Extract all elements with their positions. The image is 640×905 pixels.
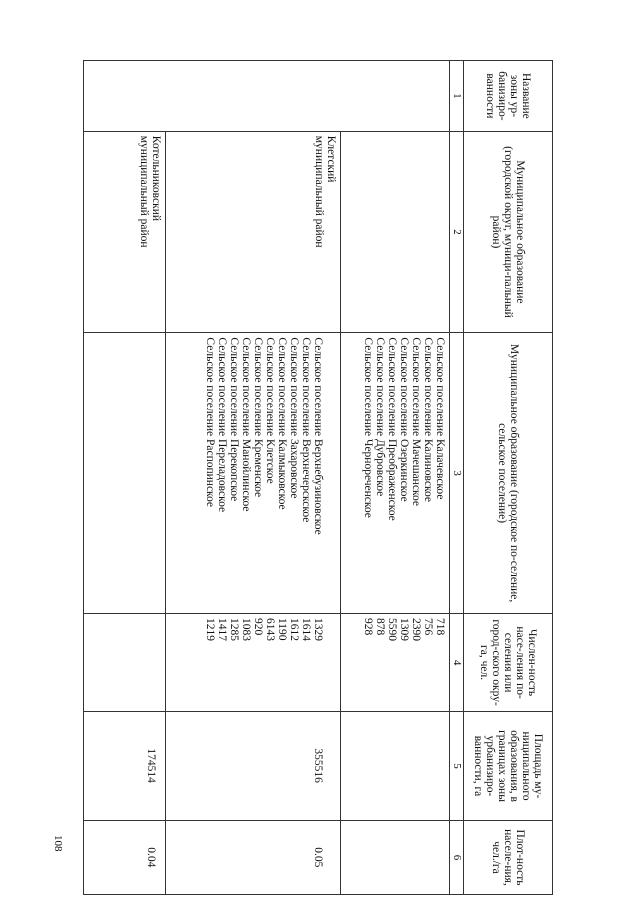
settlement-name: Сельское поселение Калмыковское xyxy=(276,337,289,510)
district-groups-cell xyxy=(84,131,450,894)
district-name-suffix: муниципальный район xyxy=(138,135,151,248)
table-body-row xyxy=(84,61,450,895)
settlement-name: Сельское поселение Захаровское xyxy=(288,337,301,499)
urbanization-zone-table xyxy=(83,60,553,895)
district-name: Котельниковский xyxy=(150,135,163,221)
settlement-population: 1614 xyxy=(300,617,313,641)
settlement-population: 1190 xyxy=(276,617,289,641)
settlement-population: 1612 xyxy=(288,617,301,641)
settlement-population: 1417 xyxy=(216,617,229,641)
header-municipal-district: Муниципальное образование (городской округ, муници-пальный район) xyxy=(464,131,553,332)
settlement-population: 718 xyxy=(434,617,446,636)
settlement-name: Сельское поселение Преображенское xyxy=(386,337,398,521)
column-number: 2 xyxy=(450,131,464,332)
settlement-population: 756 xyxy=(422,617,434,636)
population-list xyxy=(341,613,449,711)
district-name: Клетский xyxy=(325,135,338,183)
density-cell xyxy=(341,820,449,894)
header-settlement: Муниципальное образование (городское по-селение, сельское поселение) xyxy=(464,333,553,614)
district-group-row xyxy=(341,132,449,894)
zone-name-cell xyxy=(84,61,450,132)
density-cell: 0.05 xyxy=(166,820,341,894)
population-list xyxy=(166,613,341,711)
district-groups xyxy=(84,132,449,894)
settlement-population: 1219 xyxy=(204,617,217,641)
column-number: 6 xyxy=(450,820,464,894)
settlement-name: Сельское поселение Калиновское xyxy=(422,337,434,502)
density-cell: 0.04 xyxy=(84,820,166,894)
column-number: 5 xyxy=(450,712,464,821)
header-zone-name: Название зоны ур-банизиро-ванности xyxy=(464,61,553,132)
settlement-name: Сельское поселение Дубровское xyxy=(374,337,386,497)
settlement-name: Сельское поселение Озеркинское xyxy=(398,337,410,502)
settlement-population: 878 xyxy=(374,617,386,636)
settlement-name: Сельское поселение Клетское xyxy=(264,337,277,484)
column-number: 4 xyxy=(450,614,464,712)
column-number-row xyxy=(450,61,464,895)
settlement-name: Сельское поселение Переладовское xyxy=(216,337,229,513)
rotated-document-page xyxy=(83,60,553,895)
settlement-name: Сельское поселение Чернореченское xyxy=(362,337,374,518)
district-name-suffix: муниципальный район xyxy=(313,135,326,248)
settlement-list xyxy=(341,333,449,614)
settlement-population: 6143 xyxy=(264,617,277,641)
column-number: 1 xyxy=(450,61,464,132)
settlement-population: 5590 xyxy=(386,617,398,641)
settlement-name: Сельское поселение Распопинское xyxy=(204,337,217,508)
district-name-cell xyxy=(166,132,341,333)
settlement-population: 2390 xyxy=(410,617,422,641)
settlement-population: 920 xyxy=(252,617,265,636)
page-number-container xyxy=(50,835,70,875)
settlement-name: Сельское поселение Манойлинское xyxy=(240,337,253,512)
column-number: 3 xyxy=(450,333,464,614)
settlement-population: 1329 xyxy=(312,617,325,641)
header-density: Плот-ность населе-ния, чел./га xyxy=(464,820,553,894)
settlement-name: Сельское поселение Перекопское xyxy=(228,337,241,502)
settlement-name: Сельское поселение Калачевское xyxy=(434,337,446,500)
table-header-row xyxy=(464,61,553,895)
header-population: Числен-ность насе-ления по-селения или город-ского окру-га, чел. xyxy=(464,614,553,712)
header-area: Площадь му-ниципального образования, в границах зоны урбанизиро-ванности, га xyxy=(464,712,553,821)
settlement-population: 1083 xyxy=(240,617,253,641)
settlement-list xyxy=(166,333,341,614)
page-number: 108 xyxy=(52,835,64,852)
settlement-population: 928 xyxy=(362,617,374,636)
area-cell: 174514 xyxy=(84,711,166,820)
settlement-population: 1309 xyxy=(398,617,410,641)
district-name-cell xyxy=(341,132,449,333)
district-group-row xyxy=(84,132,166,894)
settlement-name: Сельское поселение Кременское xyxy=(252,337,265,498)
area-cell: 355516 xyxy=(166,711,341,820)
district-name-cell xyxy=(84,132,166,333)
settlement-name: Сельское поселение Мачешанское xyxy=(410,337,422,506)
settlement-population: 1285 xyxy=(228,617,241,641)
settlement-name: Сельское поселение Верхнечерскское xyxy=(300,337,313,523)
district-group-row xyxy=(166,132,341,894)
area-cell xyxy=(341,711,449,820)
settlement-list xyxy=(84,333,166,614)
population-list xyxy=(84,613,166,711)
settlement-name: Сельское поселение Верхнебузиновское xyxy=(312,337,325,535)
